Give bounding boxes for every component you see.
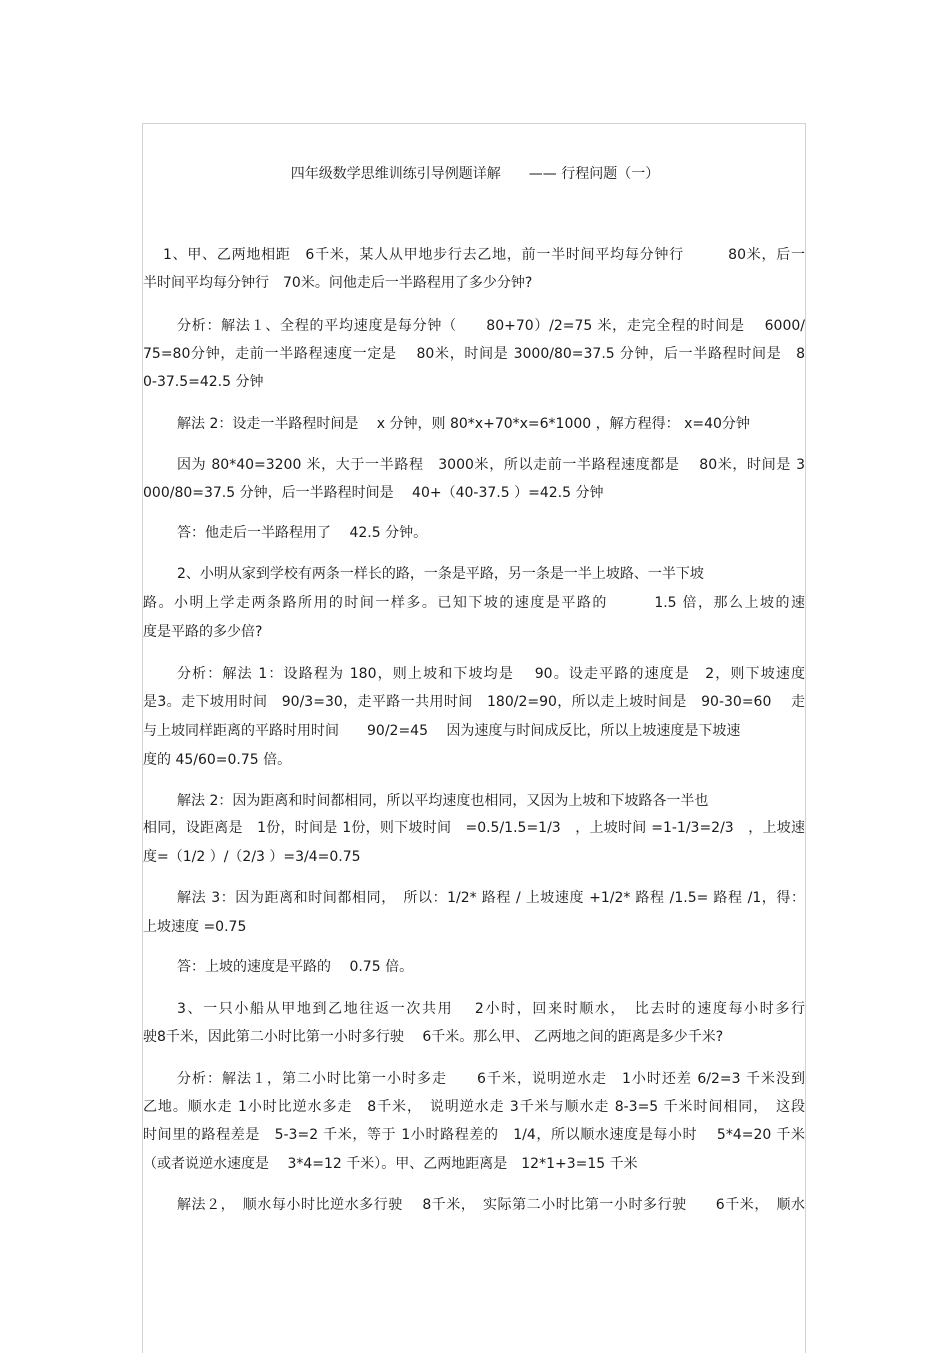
text-line: 3、一只小船从甲地到乙地往返一次共用 2小时，回来时顺水， 比去时的速度每小时多行 [177,1001,805,1017]
text-line: 乙地。顺水走 1小时比逆水多走 8千米， 说明逆水走 3千米与顺水走 8-3=5 千米时间相同， 这段 [143,1099,805,1115]
text-line: 度是平路的多少倍? [143,624,263,640]
text-line: 2、小明从家到学校有两条一样长的路，一条是平路，另一条是一半上坡路、一半下坡 [177,566,704,582]
text-line: 000/80=37.5 分钟，后一半路程时间是 40+（40-37.5 ）=42.5 分钟 [143,485,604,501]
text-line: 分析：解法 1：设路程为 180，则上坡和下坡均是 90。设走平路的速度是 2，则下坡速度 [177,666,805,682]
text-line: 答：他走后一半路程用了 42.5 分钟。 [177,525,428,541]
text-line: 1、甲、乙两地相距 6千米，某人从甲地步行去乙地，前一半时间平均每分钟行 80米，后一 [163,247,805,263]
text-line: 时间里的路程差是 5-3=2 千米，等于 1小时路程差的 1/4，所以顺水速度是每小时 5*4=20 千米 [143,1127,805,1143]
text-line: 分析：解法１、全程的平均速度是每分钟（ 80+70）/2=75 米，走完全程的时间是 6000/ [177,318,805,334]
text-line: 解法２， 顺水每小时比逆水多行驶 8千米， 实际第二小时比第一小时多行驶 6千米， 顺水 [177,1197,805,1213]
text-line: 与上坡同样距离的平路时用时间 90/2=45 因为速度与时间成反比，所以上坡速度是下坡速 [143,723,741,739]
text-line: 解法 3：因为距离和时间都相同， 所以：1/2* 路程 / 上坡速度 +1/2* 路程 /1.5= 路程 /1，得： [177,890,805,906]
text-line: 相同，设距离是 1份，时间是 1份，则下坡时间 =0.5/1.5=1/3 ，上坡时间 =1-1/3=2/3 ，上坡速 [143,820,805,836]
text-line: 分析：解法１，第二小时比第一小时多走 6千米，说明逆水走 1小时还差 6/2=3 千米没到 [177,1071,805,1087]
text-line: 解法 2：设走一半路程时间是 x 分钟，则 80*x+70*x=6*1000 ，解方程得： x=40分钟 [177,416,750,432]
text-line: 0-37.5=42.5 分钟 [143,374,264,390]
text-line: 半时间平均每分钟行 70米。问他走后一半路程用了多少分钟? [143,275,533,291]
text-line: 路。小明上学走两条路所用的时间一样多。已知下坡的速度是平路的 1.5 倍，那么上坡的速 [143,595,805,611]
text-line: 上坡速度 =0.75 [143,919,247,935]
text-line: 驶8千米，因此第二小时比第一小时多行驶 6千米。那么甲、 乙两地之间的距离是多少千米? [143,1029,724,1045]
document-title: 四年级数学思维训练引导例题详解 —— 行程问题（一） [290,166,660,182]
text-line: 度=（1/2 ）/（2/3 ）=3/4=0.75 [143,849,361,865]
text-line: （或者说逆水速度是 3*4=12 千米）。甲、乙两地距离是 12*1+3=15 千米 [143,1156,638,1172]
text-line: 解法 2：因为距离和时间都相同，所以平均速度也相同，又因为上坡和下坡路各一半也 [177,793,709,809]
text-line: 答：上坡的速度是平路的 0.75 倍。 [177,959,414,975]
text-line: 是3。走下坡用时间 90/3=30，走平路一共用时间 180/2=90，所以走上坡时间是 90-30=60 走 [143,694,805,710]
text-line: 因为 80*40=3200 米，大于一半路程 3000米，所以走前一半路程速度都是 80米，时间是 3 [177,457,805,473]
text-line: 度的 45/60=0.75 倍。 [143,752,292,768]
text-line: 75=80分钟，走前一半路程速度一定是 80米，时间是 3000/80=37.5 分钟，后一半路程时间是 8 [143,346,805,362]
